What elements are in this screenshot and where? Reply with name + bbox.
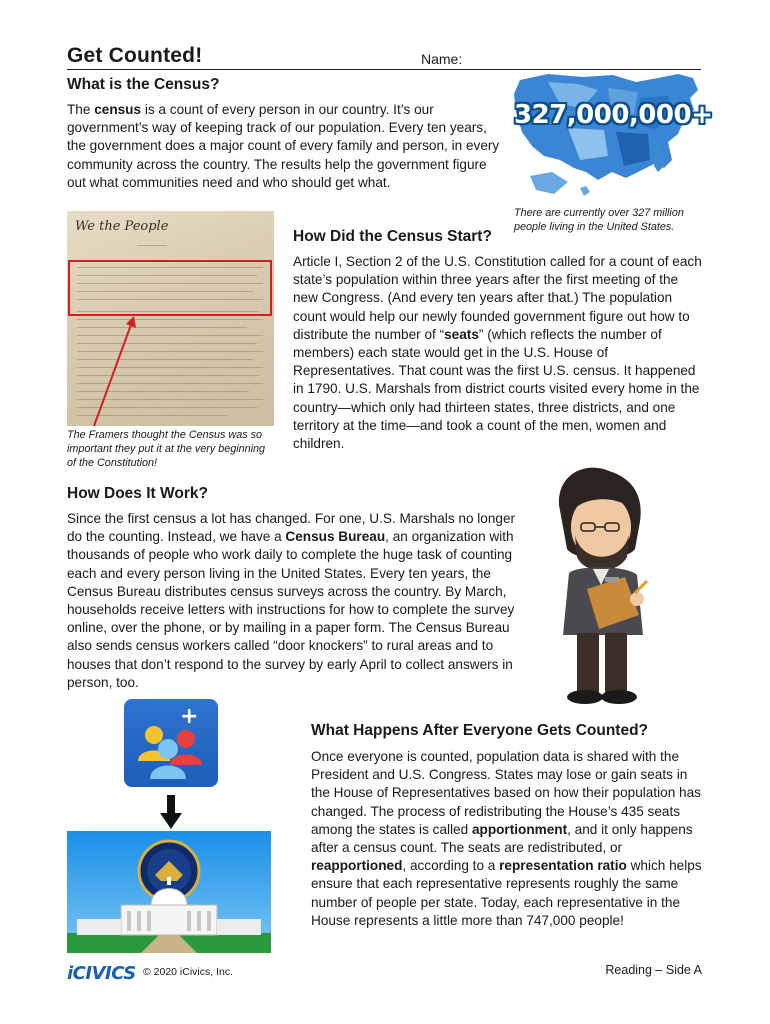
page-label: Reading – Side A <box>605 963 702 977</box>
icivics-logo: iCIVICS <box>67 963 136 984</box>
svg-text:+: + <box>180 704 199 729</box>
heading-what-is-census: What is the Census? <box>67 76 220 93</box>
term-representation-ratio: representation ratio <box>499 858 627 874</box>
highlight-box <box>68 260 272 316</box>
arrow-icon <box>90 316 140 428</box>
paragraph-how-does-it-work: Since the first census a lot has changed. For one, U.S. Marshals no longer do the counting. Instead, we have a Census Bureau, an organization with thousands of people who work daily to complete the huge task of counting each and every person living in the United States. Every ten years, the Census Bureau distributes census surveys across the country. By March, households receive letters with instructions for how to complete the survey online, over the phone, or by mailing in a paper form. The Census Bureau also sends census workers called “door knockers” to rural areas and to houses that don’t respond to the survey by early April to collect answers in person, too. <box>67 511 516 690</box>
census-worker-illustration <box>547 465 657 705</box>
us-map-image <box>508 68 713 203</box>
constitution-caption: The Framers thought the Census was so important they put it at the very beginning of the Constitution! <box>67 429 266 469</box>
name-label: Name: <box>421 51 463 67</box>
page-title: Get Counted! <box>67 44 203 67</box>
constitution-header-text: We the People <box>75 219 169 234</box>
term-apportionment: apportionment <box>471 821 568 837</box>
term-reapportioned: reapportioned <box>311 858 403 874</box>
copyright-text: © 2020 iCivics, Inc. <box>143 966 234 978</box>
arrow-down-icon <box>160 795 182 829</box>
term-census-bureau: Census Bureau <box>285 529 386 545</box>
heading-how-does-it-work: How Does It Work? <box>67 485 208 502</box>
paragraph-what-happens-after: Once everyone is counted, population data is shared with the President and U.S. Congress. States may lose or gain seats in the House of Representatives based on how their population has changed. The process of redistributing the House’s 435 seats among the states is called apportionment, and it only happens after a census count. The seats are redistributed, or reapportioned, according to a representation ratio which helps ensure that each representative represents roughly the same number of people per state. Today, each representative in the House represents a little more than 747,000 people! <box>311 749 702 928</box>
heading-what-happens-after: What Happens After Everyone Gets Counted? <box>311 722 649 739</box>
population-number: 327,000,000+ <box>514 100 713 130</box>
add-group-icon <box>124 699 218 787</box>
term-census: census <box>94 102 142 117</box>
map-caption: There are currently over 327 million people living in the United States. <box>514 207 684 233</box>
term-seats: seats <box>444 326 479 342</box>
heading-how-census-start: How Did the Census Start? <box>293 228 492 245</box>
paragraph-what-is-census: The census is a count of every person in our country. It’s our government’s way of keeping track of our population. Every ten years, the government does a major count of every family and person, in every community across the country. The results help the government figure out what communities need and who should get what. <box>67 102 500 190</box>
capitol-illustration <box>67 831 271 953</box>
paragraph-how-census-start: Article I, Section 2 of the U.S. Constitution called for a count of each state’s population within three years after the first meeting of the new Congress. (And every ten years after that.) The population count would help our newly founded government figure out how to distribute the number of “seats” (which reflects the number of members) each state would get in the U.S. House of Representatives. That count was the first U.S. census. It happened in 1790. U.S. Marshals from district courts visited every home in the country—which only had thirteen states, three districts, and one territory at the time—and took a count of the men, women and children. <box>293 254 702 452</box>
